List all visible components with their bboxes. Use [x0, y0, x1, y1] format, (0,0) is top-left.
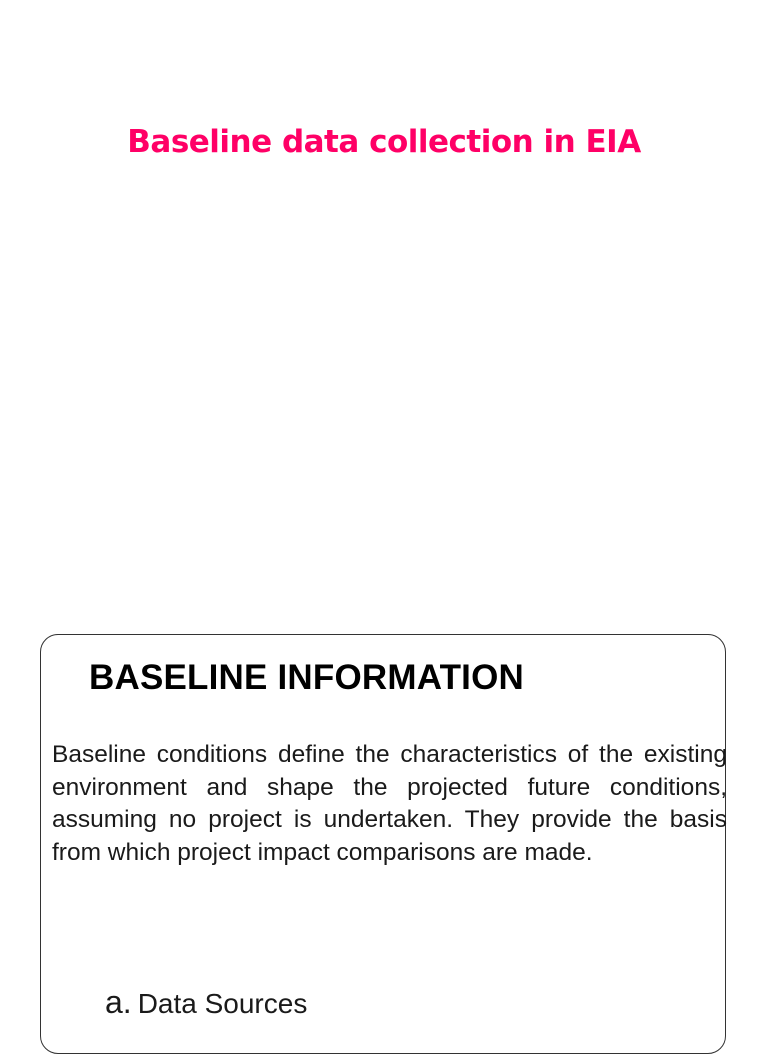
list-marker: a.	[105, 984, 132, 1020]
list-item-label: Data Sources	[137, 988, 308, 1019]
box-body-paragraph: Baseline conditions define the characteristics of the existing environment and shape the projected future conditions, assuming no project is undertaken. They provide the basis from which project impact comparisons are made.	[52, 741, 727, 866]
slide-title: Baseline data collection in EIA	[127, 124, 641, 160]
list-item-data-sources	[105, 984, 307, 1021]
box-heading: BASELINE INFORMATION	[89, 658, 525, 697]
